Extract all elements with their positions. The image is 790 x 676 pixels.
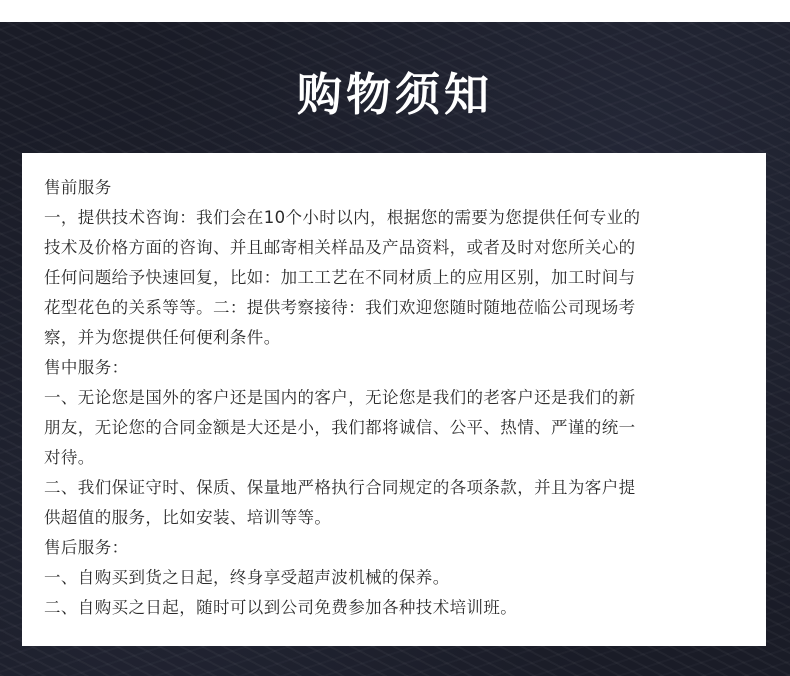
text-line: 一、自购买到货之日起，终身享受超声波机械的保养。	[44, 568, 450, 587]
section-heading-in-sale: 售中服务：	[44, 358, 129, 377]
text-line: 一、无论您是国外的客户还是国内的客户，无论您是我们的老客户还是我们的新	[44, 388, 636, 407]
text-line: 任何问题给予快速回复，比如：加工工艺在不同材质上的应用区别，加工时间与	[44, 268, 636, 287]
content-panel	[22, 153, 766, 646]
text-line: 花型花色的关系等等。二：提供考察接待：我们欢迎您随时随地莅临公司现场考	[44, 298, 636, 317]
text-line: 二、我们保证守时、保质、保量地严格执行合同规定的各项条款，并且为客户提	[44, 478, 636, 497]
text-line: 察，并为您提供任何便利条件。	[44, 328, 281, 347]
text-line: 朋友，无论您的合同金额是大还是小，我们都将诚信、公平、热情、严谨的统一	[44, 418, 636, 437]
text-line: 对待。	[44, 448, 95, 467]
text-line: 二、自购买之日起，随时可以到公司免费参加各种技术培训班。	[44, 598, 518, 617]
page-title: 购物须知	[296, 68, 493, 121]
section-heading-pre-sale: 售前服务	[44, 178, 112, 197]
text-line: 技术及价格方面的咨询、并且邮寄相关样品及产品资料，或者及时对您所关心的	[44, 238, 636, 257]
text-line: 供超值的服务，比如安装、培训等等。	[44, 508, 332, 527]
text-line: 一，提供技术咨询：我们会在10个小时以内，根据您的需要为您提供任何专业的	[44, 208, 641, 227]
section-heading-after-sale: 售后服务：	[44, 538, 129, 557]
